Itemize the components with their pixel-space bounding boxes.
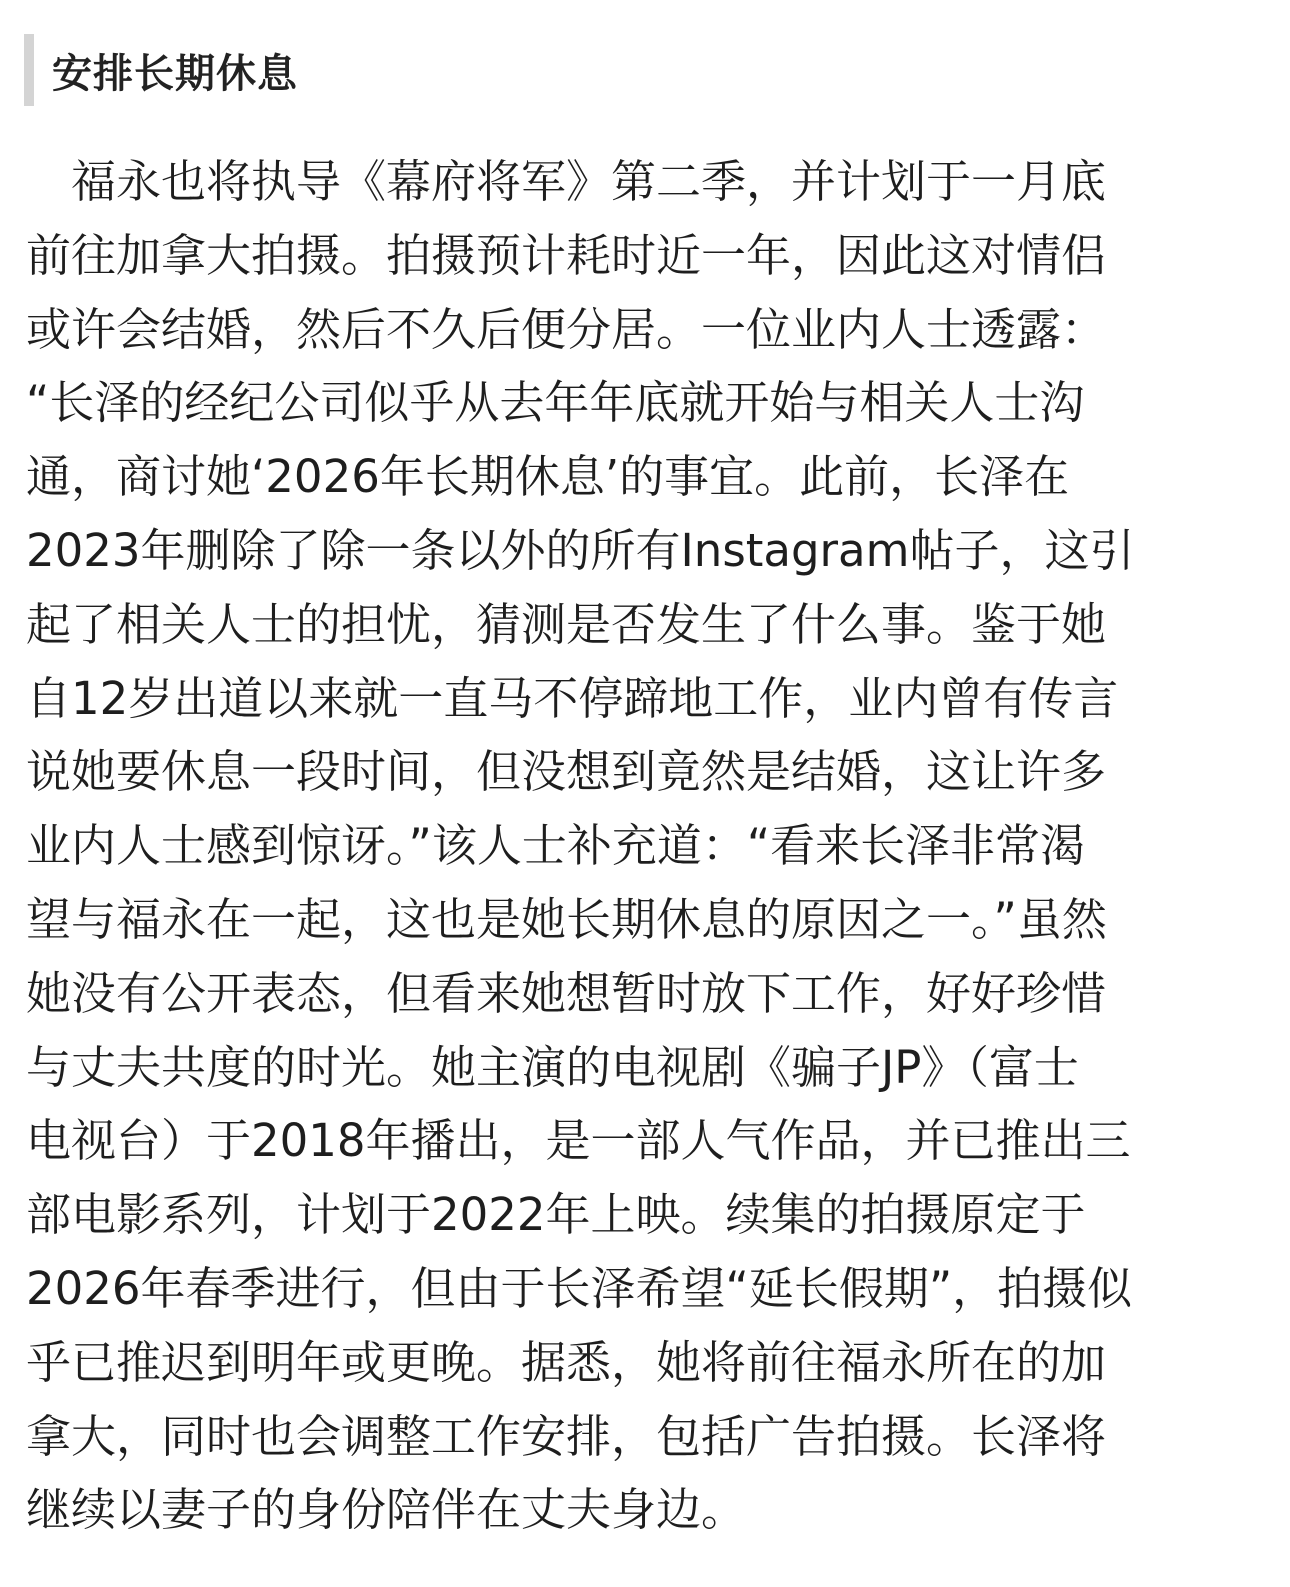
article-line: 或许会结婚，然后不久后便分居。一位业内人士透露： <box>26 302 1107 356</box>
article-body <box>26 145 1266 1547</box>
article-line: 说她要休息一段时间，但没想到竟然是结婚，这让许多 <box>26 745 1107 799</box>
article-line: 起了相关人士的担忧，猜测是否发生了什么事。鉴于她 <box>26 597 1107 651</box>
heading-accent-bar <box>24 34 34 106</box>
article-line: 她没有公开表态，但看来她想暂时放下工作，好好珍惜 <box>26 966 1107 1020</box>
article-line: 继续以妻子的身份陪伴在丈夫身边。 <box>26 1483 747 1537</box>
article-line: 福永也将执导《幕府将军》第二季，并计划于一月底 <box>26 155 1107 208</box>
article-line: 通，商讨她‘2026年长期休息’的事宜。此前，长泽在 <box>26 450 1070 504</box>
article-line: 2023年删除了除一条以外的所有Instagram帖子，这引 <box>26 523 1135 577</box>
article-line: 2026年春季进行，但由于长泽希望“延长假期”，拍摄似 <box>26 1261 1133 1315</box>
article-line: 自12岁出道以来就一直马不停蹄地工作，业内曾有传言 <box>26 671 1119 725</box>
article-line: 乎已推迟到明年或更晚。据悉，她将前往福永所在的加 <box>26 1335 1107 1389</box>
section-title: 安排长期休息 <box>52 50 298 97</box>
article-line: 望与福永在一起，这也是她长期休息的原因之一。”虽然 <box>26 892 1107 946</box>
article-line: “长泽的经纪公司似乎从去年年底就开始与相关人士沟 <box>26 376 1085 430</box>
article-line: 电视台）于2018年播出，是一部人气作品，并已推出三 <box>26 1114 1131 1168</box>
article-line: 与丈夫共度的时光。她主演的电视剧《骗子JP》（富士 <box>26 1040 1079 1094</box>
article-line: 前往加拿大拍摄。拍摄预计耗时近一年，因此这对情侣 <box>26 228 1107 282</box>
article-line: 业内人士感到惊讶。”该人士补充道：“看来长泽非常渴 <box>26 819 1086 873</box>
article-line: 部电影系列，计划于2022年上映。续集的拍摄原定于 <box>26 1188 1086 1242</box>
section-heading <box>24 34 298 106</box>
article-line: 拿大，同时也会调整工作安排，包括广告拍摄。长泽将 <box>26 1409 1107 1463</box>
